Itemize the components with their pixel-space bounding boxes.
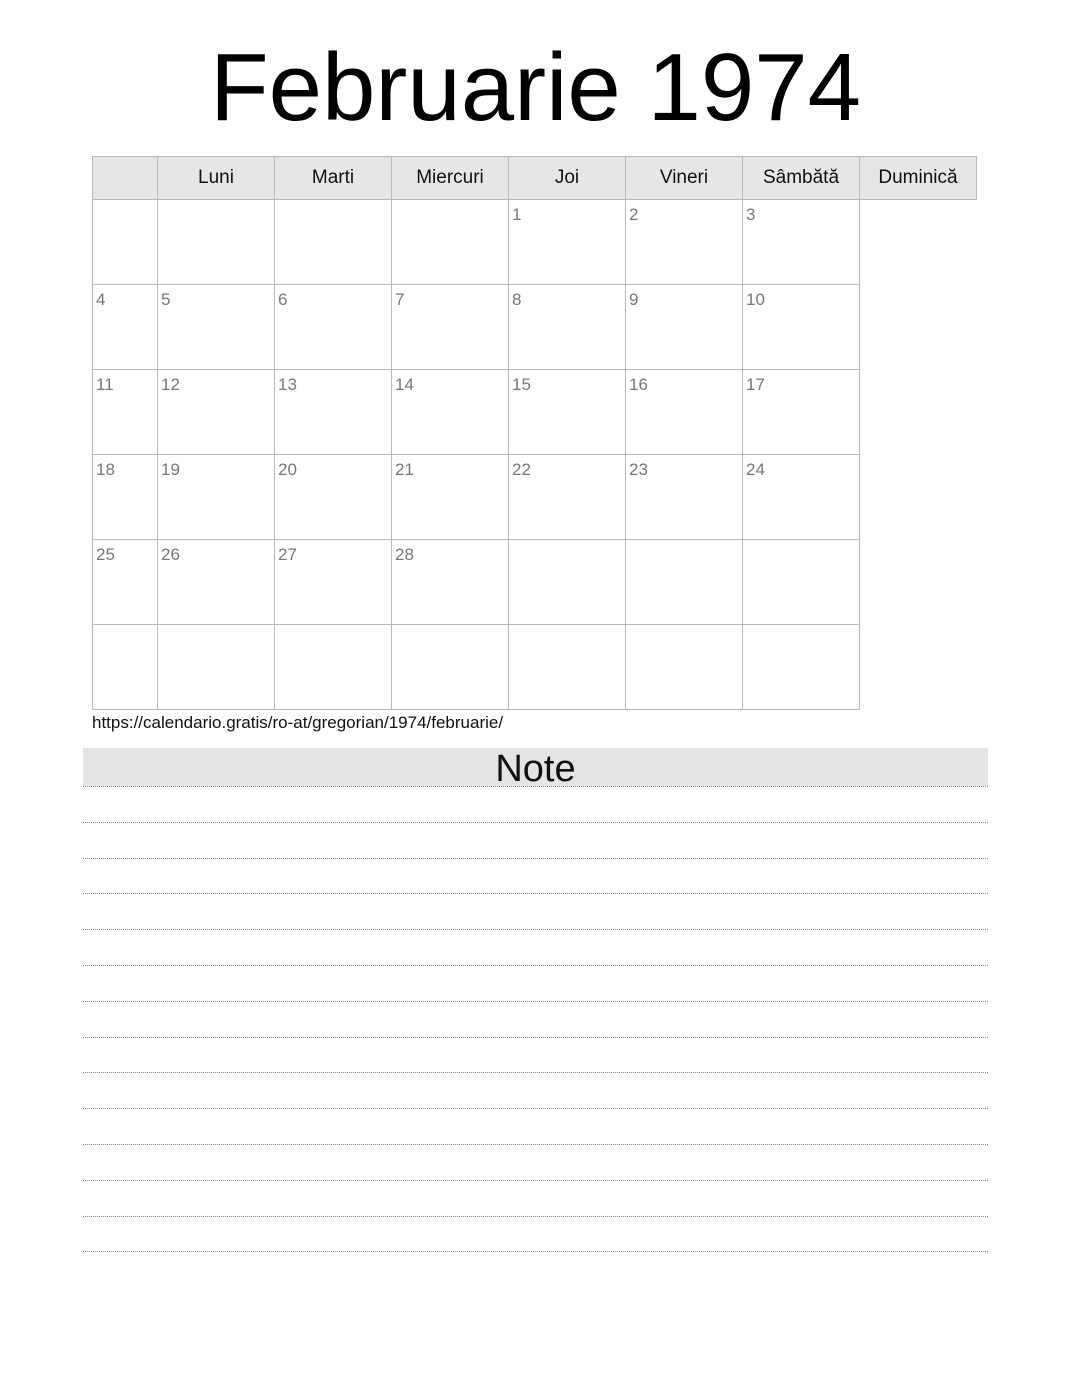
day-cell [93, 370, 158, 455]
day-cell [158, 625, 275, 710]
day-number: 15 [512, 375, 531, 394]
day-cell [275, 285, 392, 370]
day-number: 1 [512, 205, 522, 224]
day-number: 23 [629, 460, 648, 479]
week-row [93, 200, 977, 285]
day-number [392, 200, 508, 205]
day-cell [275, 200, 392, 285]
day-cell [392, 285, 509, 370]
week-row [93, 625, 977, 710]
day-number [93, 200, 157, 205]
note-line [83, 1144, 988, 1145]
day-number: 10 [746, 290, 765, 309]
week-row [93, 285, 977, 370]
day-number: 19 [161, 460, 180, 479]
day-number: 22 [512, 460, 531, 479]
note-line [83, 893, 988, 894]
day-cell [743, 200, 860, 285]
note-line [83, 1251, 988, 1252]
note-line [83, 786, 988, 787]
day-number: 16 [629, 375, 648, 394]
day-number [626, 625, 742, 630]
source-url: https://calendario.gratis/ro-at/gregorian/1974/februarie/ [92, 713, 504, 732]
day-number [626, 540, 742, 545]
note-line [83, 929, 988, 930]
day-cell [93, 200, 158, 285]
note-line [83, 858, 988, 859]
day-number: 7 [395, 290, 405, 309]
day-number [743, 540, 859, 545]
day-cell [509, 200, 626, 285]
day-cell [392, 455, 509, 540]
day-number: 8 [512, 290, 522, 309]
note-line [83, 1001, 988, 1002]
day-cell [158, 285, 275, 370]
day-cell [509, 285, 626, 370]
day-cell [626, 455, 743, 540]
day-cell [158, 370, 275, 455]
day-number: 9 [629, 290, 639, 309]
day-number [158, 625, 274, 630]
day-cell [275, 625, 392, 710]
day-cell [626, 370, 743, 455]
day-number: 12 [161, 375, 180, 394]
day-number: 14 [395, 375, 414, 394]
weekday-header: Marti [275, 157, 392, 200]
day-cell [626, 200, 743, 285]
week-row [93, 540, 977, 625]
page-title: Februarie 1974 [209, 34, 862, 141]
day-number [392, 625, 508, 630]
note-line [83, 1037, 988, 1038]
day-number: 5 [161, 290, 171, 309]
day-cell [509, 370, 626, 455]
day-number [275, 625, 391, 630]
day-cell [392, 370, 509, 455]
day-cell [275, 370, 392, 455]
weekday-header: Sâmbătă [743, 157, 860, 200]
day-number: 17 [746, 375, 765, 394]
day-number: 26 [161, 545, 180, 564]
note-line [83, 1072, 988, 1073]
day-cell [509, 625, 626, 710]
day-number: 28 [395, 545, 414, 564]
day-cell [743, 540, 860, 625]
weekday-header: Luni [158, 157, 275, 200]
calendar-grid [92, 156, 977, 710]
note-line [83, 1216, 988, 1217]
weekday-header: Joi [509, 157, 626, 200]
day-cell [158, 455, 275, 540]
note-line [83, 965, 988, 966]
day-cell [93, 455, 158, 540]
day-cell [392, 540, 509, 625]
weekday-header: Duminică [860, 157, 977, 200]
day-cell [392, 625, 509, 710]
notes-header: Note [83, 748, 988, 786]
day-cell [93, 285, 158, 370]
day-cell [158, 200, 275, 285]
day-number: 13 [278, 375, 297, 394]
day-number [509, 625, 625, 630]
day-number: 2 [629, 205, 639, 224]
day-cell [392, 200, 509, 285]
day-cell [626, 625, 743, 710]
day-cell [275, 455, 392, 540]
day-number [743, 625, 859, 630]
week-number-column [93, 157, 158, 200]
day-number: 3 [746, 205, 756, 224]
day-number [93, 625, 157, 630]
day-cell [509, 540, 626, 625]
day-number [158, 200, 274, 205]
day-number [509, 540, 625, 545]
day-number: 24 [746, 460, 765, 479]
day-cell [93, 540, 158, 625]
week-row [93, 455, 977, 540]
weekday-header: Miercuri [392, 157, 509, 200]
day-cell [158, 540, 275, 625]
day-cell [93, 625, 158, 710]
day-cell [743, 455, 860, 540]
day-cell [743, 285, 860, 370]
day-number: 6 [278, 290, 288, 309]
day-number: 27 [278, 545, 297, 564]
week-row [93, 370, 977, 455]
day-number: 21 [395, 460, 414, 479]
weekday-header-row [93, 157, 977, 200]
day-number: 18 [96, 460, 115, 479]
day-number: 25 [96, 545, 115, 564]
note-line [83, 822, 988, 823]
day-cell [275, 540, 392, 625]
weekday-header: Vineri [626, 157, 743, 200]
day-cell [743, 625, 860, 710]
day-cell [509, 455, 626, 540]
day-cell [626, 285, 743, 370]
day-number [275, 200, 391, 205]
day-cell [626, 540, 743, 625]
day-cell [743, 370, 860, 455]
day-number: 20 [278, 460, 297, 479]
note-line [83, 1108, 988, 1109]
day-number: 4 [96, 290, 106, 309]
day-number: 11 [96, 375, 114, 394]
note-line [83, 1180, 988, 1181]
